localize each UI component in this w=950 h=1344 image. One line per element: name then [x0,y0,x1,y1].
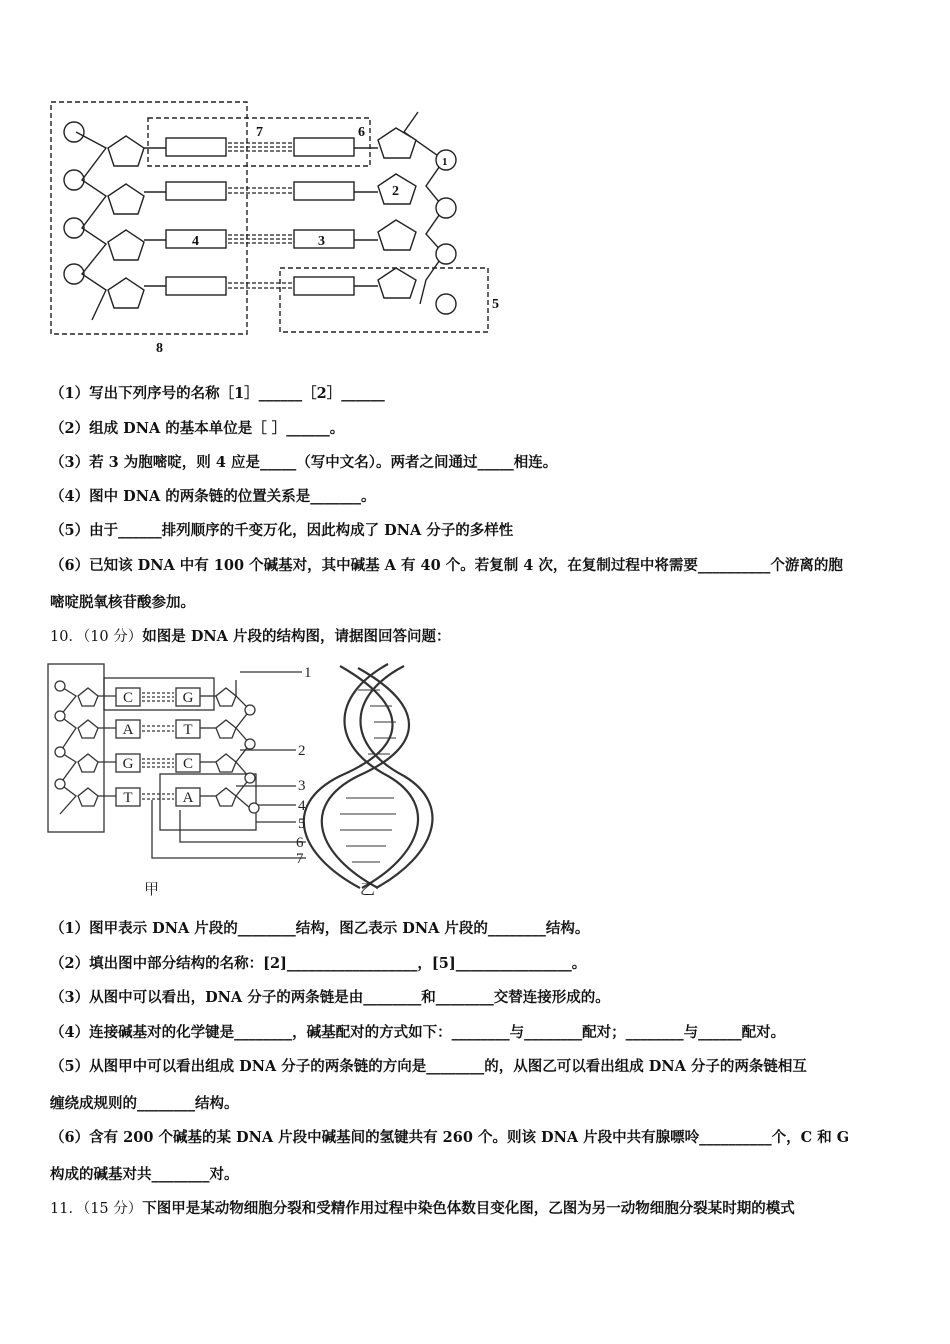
fig2-label-2: 2 [298,743,306,759]
dna-structure-diagram-1 [40,92,520,362]
helix-strand-d [361,666,433,888]
caption-jia: 甲 [144,882,160,898]
fig2-label-1: 1 [304,665,312,681]
q9-line-2: （2）组成 DNA 的基本单位是［ ］______。 [50,420,345,437]
q10-line-4: （4）连接碱基对的化学键是________，碱基配对的方式如下：________与________配对；________与______配对。 [50,1024,786,1041]
q11-number: 11． [50,1201,83,1217]
fig2-label-7: 7 [296,851,304,867]
label-2: 2 [392,184,399,199]
q10-heading [50,627,450,647]
base-left-3: G [122,756,134,772]
left-backbone [76,132,106,320]
q10-line-8: 构成的碱基对共________对。 [50,1166,239,1183]
base-left-4: T [123,790,133,806]
q9-line-6: （6）已知该 DNA 中有 100 个碱基对，其中碱基 A 有 40 个。若复制 4 次，在复制过程中将需要__________个游离的胞 [50,557,843,574]
base-right-1: G [182,690,194,706]
label-4: 4 [192,234,199,249]
fig2-label-6: 6 [296,835,304,851]
dna-structure-diagram-2 [40,656,440,902]
label-1: 1 [442,156,448,168]
q10-line-5: （5）从图甲中可以看出组成 DNA 分子的两条链的方向是________的，从图乙可以看出组成 DNA 分子的两条链相互 [50,1058,807,1075]
fig2-label-4: 4 [298,798,306,814]
q10-line-7: （6）含有 200 个碱基的某 DNA 片段中碱基间的氢键共有 260 个。则该 DNA 片段中共有腺嘌呤__________个，C 和 G [50,1129,850,1146]
q10-line-1: （1）图甲表示 DNA 片段的________结构，图乙表示 DNA 片段的________结构。 [50,920,590,937]
base-right-3: C [182,756,194,772]
q10-points: （10 分） [82,629,143,645]
box-8 [51,102,247,334]
q11-stem: 下图甲是某动物细胞分裂和受精作用过程中染色体数目变化图，乙图为另一动物细胞分裂某时期的模式 [142,1200,795,1217]
label-5: 5 [492,297,499,312]
q11-points: （15 分） [82,1201,143,1217]
label-8: 8 [156,341,163,356]
label-3: 3 [318,234,325,249]
q10-line-3: （3）从图中可以看出，DNA 分子的两条链是由________和________交替连接形成的。 [50,989,610,1006]
base-left-1: C [122,690,134,706]
q10-line-6: 缠绕成规则的________结构。 [50,1095,239,1112]
fig2-label-5: 5 [298,816,306,832]
q9-line-3: （3）若 3 为胞嘧啶，则 4 应是_____（写中文名）。两者之间通过_____相连。 [50,454,558,471]
base-left-2: A [122,722,134,738]
fig2-label-3: 3 [298,778,306,794]
q9-line-5: （5）由于______排列顺序的千变万化，因此构成了 DNA 分子的多样性 [50,522,514,539]
helix-strand-a [304,666,393,888]
label-7: 7 [256,125,263,140]
q10-line-2: （2）填出图中部分结构的名称：[2]__________________，[5]________________。 [50,955,587,972]
q10-stem: 如图是 DNA 片段的结构图，请据图回答问题： [142,628,451,645]
q9-line-4: （4）图中 DNA 的两条链的位置关系是_______。 [50,488,376,505]
q11-heading [50,1199,795,1219]
base-right-4: A [182,790,194,806]
q10-number: 10． [50,629,83,645]
q9-line-7: 嘧啶脱氧核苷酸参加。 [50,594,195,611]
base-right-2: T [183,722,193,738]
caption-yi: 乙 [360,882,376,898]
label-6: 6 [358,125,365,140]
q9-line-1: （1）写出下列序号的名称［1］______［2］______ [50,385,385,402]
